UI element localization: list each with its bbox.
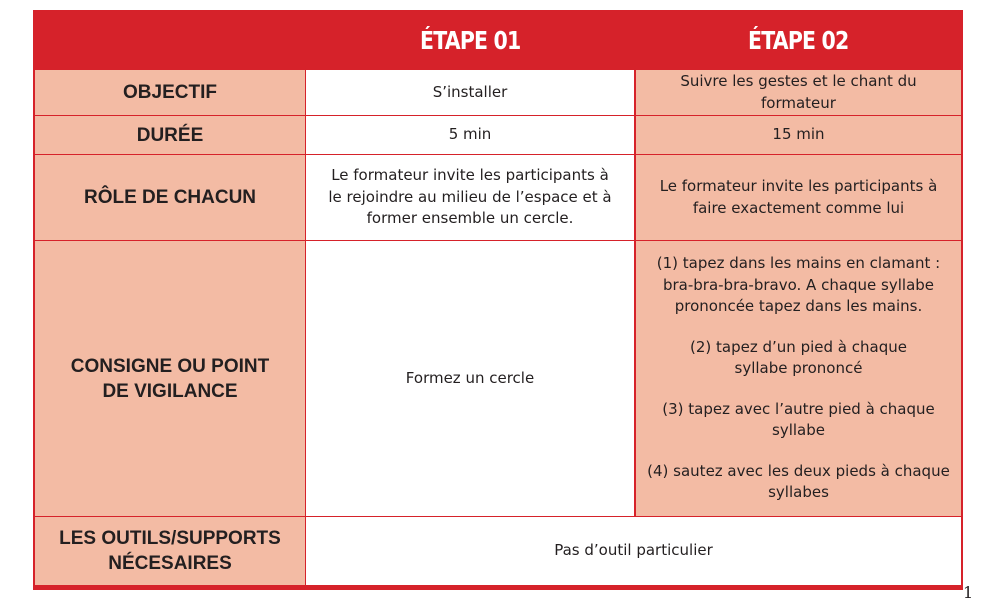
header-etape-01-label: ÉTAPE 01 — [419, 26, 521, 55]
consigne-step-1: (1) tapez dans les mains en clamant : bra-bra-bra-bravo. A chaque syllabe prononcée tapez dans les mains. — [656, 254, 941, 316]
consigne-etape-01: Formez un cercle — [306, 241, 634, 516]
row-label-role: RÔLE DE CHACUN — [35, 155, 305, 240]
header-etape-01 — [306, 12, 634, 69]
objectif-etape-01: S’installer — [306, 70, 634, 115]
row-label-outils: LES OUTILS/SUPPORTS NÉCESAIRES — [35, 517, 305, 585]
row-label-consigne: CONSIGNE OU POINT DE VIGILANCE — [35, 241, 305, 516]
consigne-step-3: (3) tapez avec l’autre pied à chaque syllabe — [662, 399, 935, 440]
outils-merged-cell: Pas d’outil particulier — [306, 517, 961, 585]
role-etape-02: Le formateur invite les participants à faire exactement comme lui — [636, 155, 961, 240]
row-label-duree: DURÉE — [35, 116, 305, 154]
consigne-step-4: (4) sautez avec les deux pieds à chaque syllabes — [647, 461, 950, 502]
role-etape-01: Le formateur invite les participants à le rejoindre au milieu de l’espace et à former ensemble un cercle. — [306, 155, 634, 240]
row-label-objectif: OBJECTIF — [35, 70, 305, 115]
header-etape-02 — [636, 12, 961, 69]
header-etape-02-label: ÉTAPE 02 — [748, 26, 849, 55]
consigne-step-2: (2) tapez d’un pied à chaque syllabe prononcé — [690, 337, 907, 378]
header-empty-cell — [35, 12, 305, 69]
etapes-table — [33, 10, 963, 590]
duree-etape-02: 15 min — [636, 116, 961, 154]
page-number: 1 — [963, 583, 974, 602]
objectif-etape-02: Suivre les gestes et le chant du formateur — [636, 70, 961, 115]
duree-etape-01: 5 min — [306, 116, 634, 154]
consigne-etape-02 — [636, 241, 961, 516]
